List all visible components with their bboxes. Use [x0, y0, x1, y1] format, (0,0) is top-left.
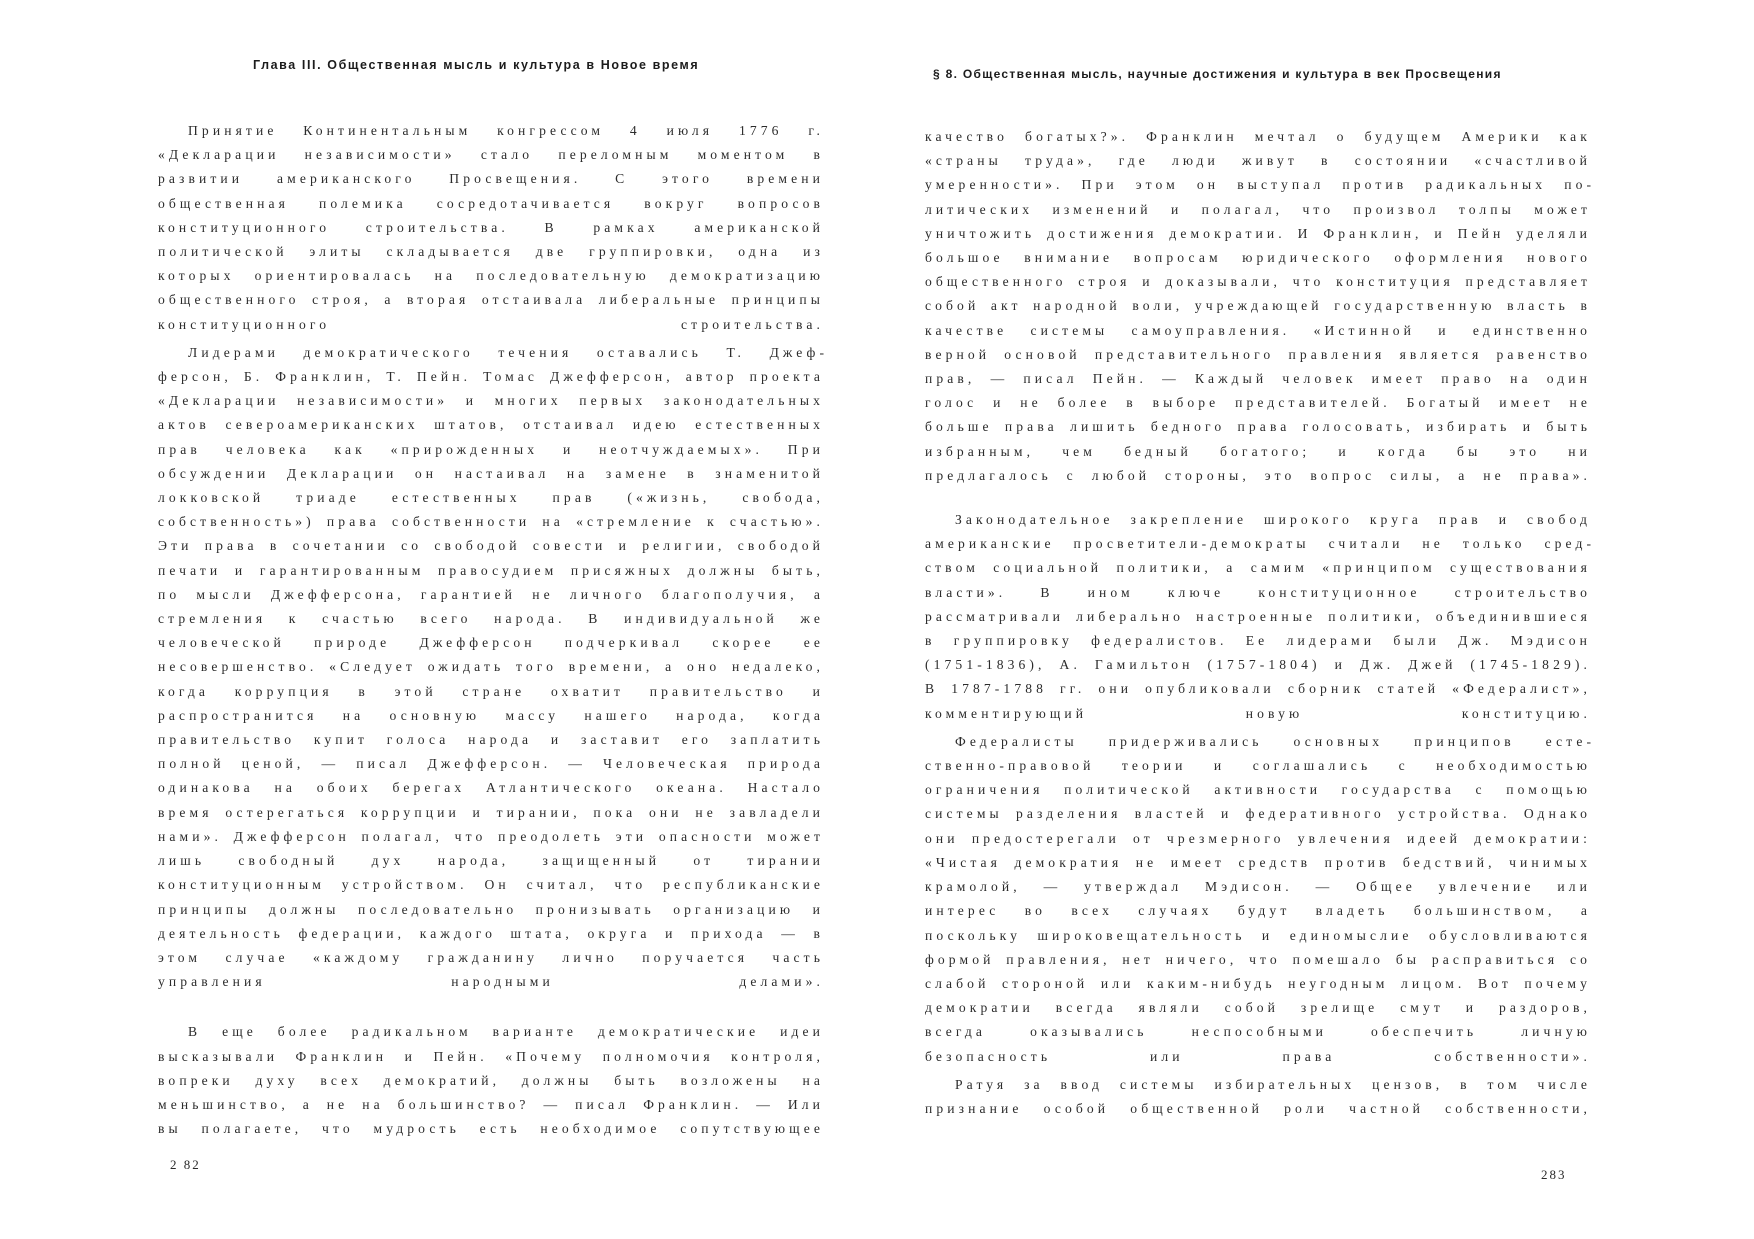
right-page — [877, 0, 1754, 1239]
left-running-head: Глава III. Общественная мысль и культура в Новое время — [253, 58, 700, 72]
paragraph: Лидерами демократического течения оставались Т. Джефферсон, Б. Франклин, Т. Пейн. Томас Джефферсон, автор проекта «Декларации независимости» и многих первых законодательных актов североамериканских штатов, отстаивал идею естественных прав человека как «прирожденных и неотчуждаемых». При обсуждении Декларации он настаивал на замене в знаменитой локковской триаде естественных прав («жизнь, свобода, собственность») права собственности на «стремление к счастью». Эти права в сочетании со свободой совести и религии, свободой печати и гарантированным правосудием присяжных должны быть, по мысли Джефферсона, гарантией не личного благополучия, а стремления к счастью всего народа. В индивидуальной же человеческой природе Джефферсон подчеркивал скорее ее несовершенство. «Следует ожидать того времени, а оно недалеко, когда коррупция в этой стране охватит правительство и распространится на основную массу нашего народа, когда правительство купит голоса народа и заставит его заплатить полной ценой, — писал Джефферсон. — Человеческая природа одинакова на обоих берегах Атлантического океана. Настало время остерегаться коррупции и тирании, пока они не завладели нами». Джефферсон полагал, что преодолеть эти опасности может лишь свободный дух народа, защищенный от тирании конституционным устройством. Он считал, что республиканские принципы должны последовательно пронизывать организацию и деятельность федерации, каждого штата, округа и прихода — в этом случае «каждому гражданину лично поручается часть управления народными делами». — [158, 344, 824, 990]
left-page-number: 2 82 — [170, 1157, 201, 1172]
left-body-text — [158, 119, 824, 1141]
paragraph: Ратуя за ввод системы избирательных цензов, в том числе признание особой общественной роли частной собственности, — [925, 1076, 1591, 1116]
paragraph: Федералисты придерживались основных принципов естественно-правовой теории и соглашались с необходимостью ограничения политической активности государства с помощью системы разделения властей и федеративного устройства. Однако они предостерегали от чрезмерного увлечения идеей демократии: «Чистая демократия не имеет средств против бедствий, чинимых крамолой, — утверждал Мэдисон. — Общее увлечение или интерес во всех случаях будут владеть большинством, а поскольку широковещательность и единомыслие обусловливаются формой правления, нет ничего, что помешало бы расправиться со слабой стороной или каким-нибудь неугодным лицом. Вот почему демократии всегда являли собой зрелище смут и раздоров, всегда оказывались неспособными обеспечить личную безопасность или права собственности». — [925, 733, 1591, 1064]
right-running-head: § 8. Общественная мысль, научные достижения и культура в век Просвещения — [933, 67, 1502, 81]
paragraph: Принятие Континентальным конгрессом 4 июля 1776 г. «Декларации независимости» стало переломным моментом в развитии американского Просвещения. С этого времени общественная полемика сосредотачивается вокруг вопросов конституционного строительства. В рамках американской политической элиты складывается две группировки, одна из которых ориентировалась на последовательную демократизацию общественного строя, а вторая отстаивала либеральные принципы конституционного строительства. — [158, 123, 824, 332]
right-page-number: 283 — [1541, 1167, 1567, 1182]
paragraph: Законодательное закрепление широкого круга прав и свобод американские просветители-демократы считали не только средством социальной политики, а самим «принципом существования власти». В ином ключе конституционное строительство рассматривали либерально настроенные политики, объединившиеся в группировку федералистов. Ее лидерами были Дж. Мэдисон (1751-1836), А. Гамильтон (1757-1804) и Дж. Джей (1745-1829). В 1787-1788 гг. они опубликовали сборник статей «Федералист», комментирующий новую конституцию. — [925, 512, 1591, 721]
paragraph: В еще более радикальном варианте демократические идеи высказывали Франклин и Пейн. «Почему полномочия контроля, вопреки духу всех демократий, должны быть возложены на меньшинство, а не на большинство? — писал Франклин. — Или вы полагаете, что мудрость есть необходимое сопутствующее — [158, 1024, 824, 1137]
right-body-text — [925, 125, 1591, 1121]
paragraph: качество богатых?». Франклин мечтал о будущем Америки как «страны труда», где люди живут в состоянии «счастливой умеренности». При этом он выступал против радикальных политических изменений и полагал, что произвол толпы может уничтожить достижения демократии. И Франклин, и Пейн уделяли большое внимание вопросам юридического оформления нового общественного строя и доказывали, что конституция представляет собой акт народной воли, учреждающей государственную власть в качестве системы самоуправления. «Истинной и единственно верной основой представительного правления является равенство прав, — писал Пейн. — Каждый человек имеет право на один голос и не более в выборе представителей. Богатый имеет не больше права лишить бедного права голосовать, избирать и быть избранным, чем бедный богатого; и когда бы это ни предлагалось с любой стороны, это вопрос силы, а не права». — [925, 129, 1591, 483]
